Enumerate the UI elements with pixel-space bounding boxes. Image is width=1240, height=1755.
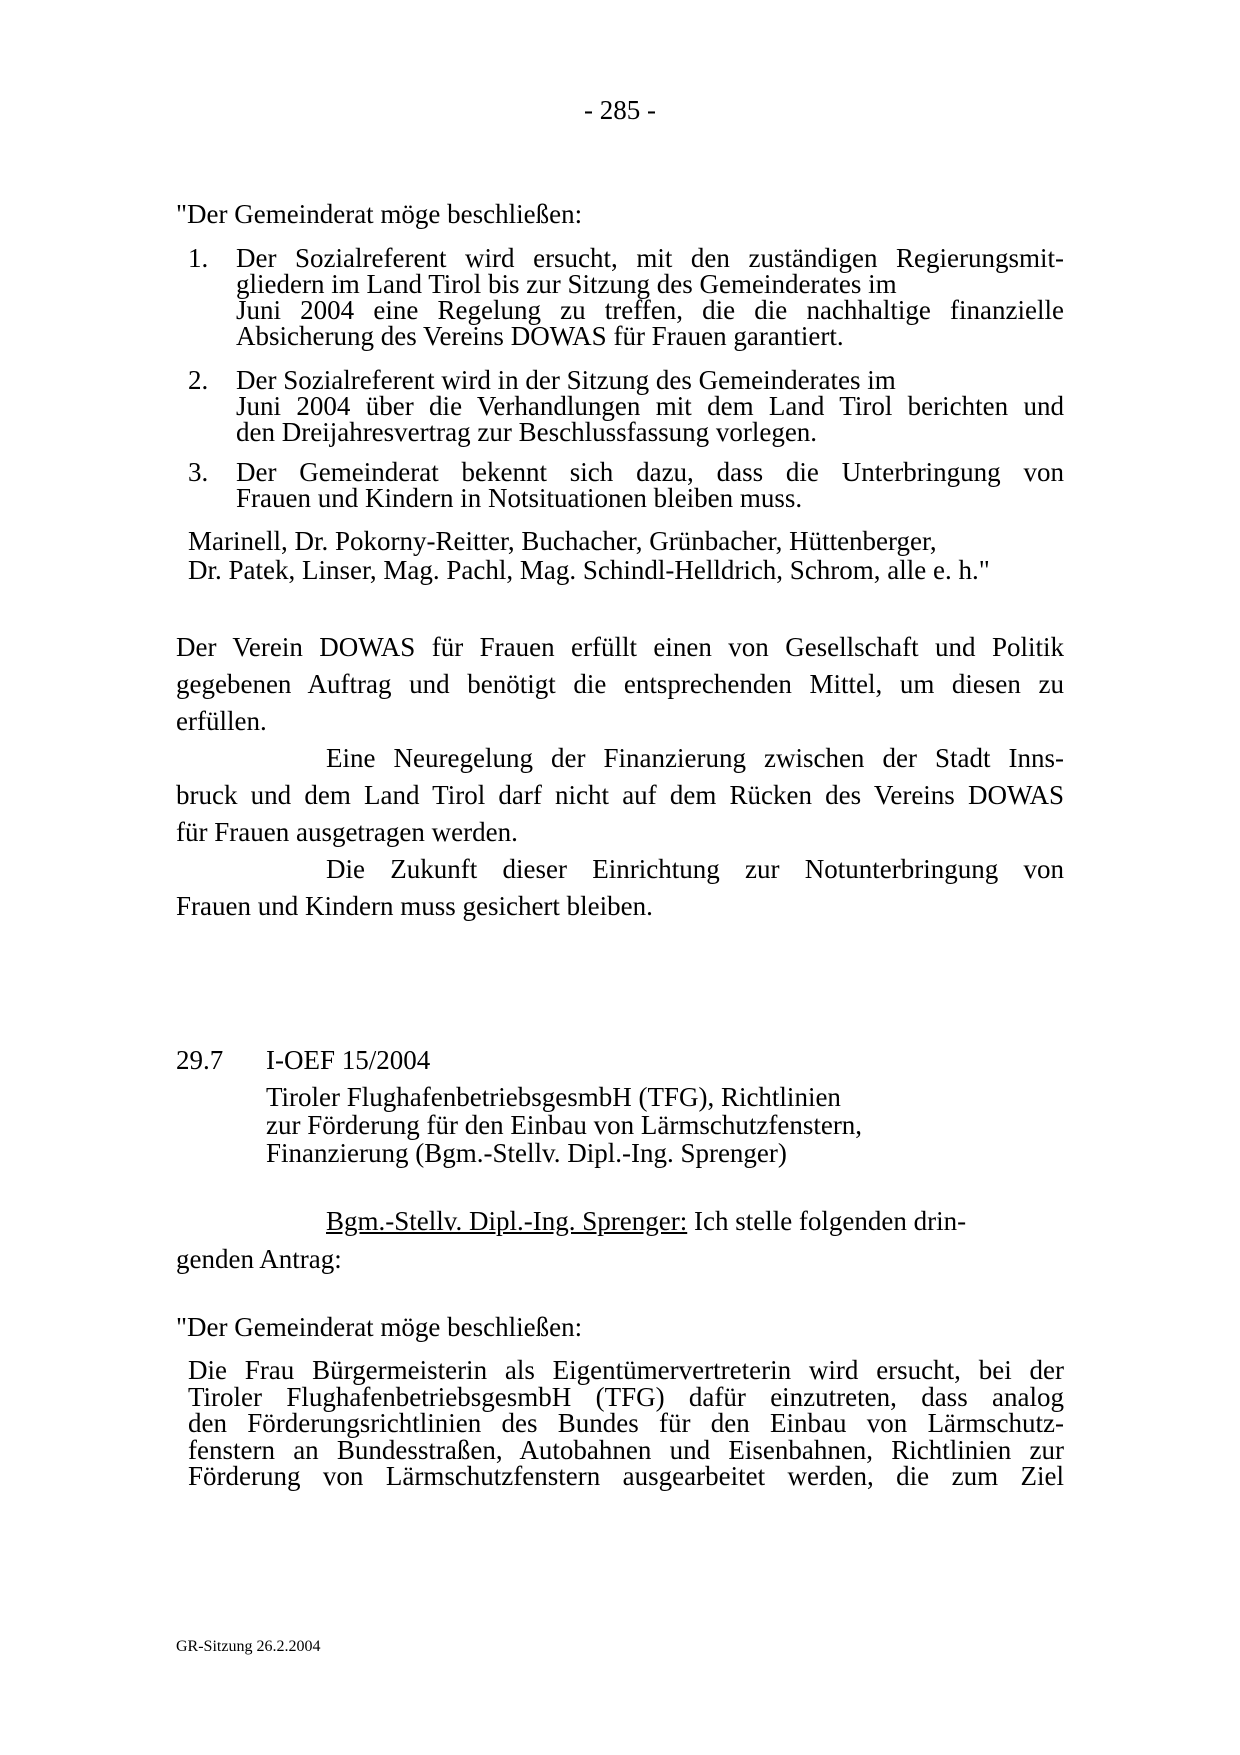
paragraph-line: Die Zukunft dieser Einrichtung zur Notunterbringung von — [326, 854, 1064, 884]
motion-intro: "Der Gemeinderat möge beschließen: — [176, 199, 583, 229]
motion-body-line: fenstern an Bundesstraßen, Autobahnen und Eisenbahnen, Richtlinien zur — [188, 1434, 1064, 1465]
item-title — [266, 1083, 1064, 1167]
item-title-line: Tiroler FlughafenbetriebsgesmbH (TFG), Richtlinien — [266, 1082, 841, 1112]
list-item-line: Der Sozialreferent wird ersucht, mit den zuständigen Regierungsmit- — [236, 243, 1064, 273]
motion-body-line: Die Frau Bürgermeisterin als Eigentümervertreterin wird ersucht, bei der — [188, 1355, 1064, 1385]
list-item-line: Juni 2004 über die Verhandlungen mit dem Land Tirol berichten und — [236, 391, 1064, 421]
motion-list-item — [176, 459, 1064, 511]
motion-body-line: Förderung von Lärmschutzfenstern ausgearbeitet werden, die zum Ziel — [188, 1461, 1064, 1491]
motion-body-line: Tiroler FlughafenbetriebsgesmbH (TFG) dafür einzutreten, dass analog — [188, 1381, 1064, 1412]
motion-body-line: den Förderungsrichtlinien des Bundes für den Einbau von Lärmschutz- — [188, 1408, 1064, 1438]
paragraph-line: bruck und dem Land Tirol darf nicht auf dem Rücken des Vereins DOWAS — [176, 780, 1064, 810]
paragraph-line: für Frauen ausgetragen werden. — [176, 817, 518, 847]
list-item-line: Frauen und Kindern in Notsituationen bleiben muss. — [236, 483, 803, 513]
speech — [176, 1202, 1064, 1278]
motion-list-item — [176, 245, 1064, 349]
paragraph-line: erfüllen. — [176, 706, 267, 736]
motion-body — [188, 1357, 1064, 1490]
item-code: I-OEF 15/2004 — [266, 1045, 431, 1075]
list-item-line: Juni 2004 eine Regelung zu treffen, die die nachhaltige finanzielle — [236, 295, 1064, 325]
paragraph-line: gegebenen Auftrag und benötigt die entsprechenden Mittel, um diesen zu — [176, 669, 1064, 699]
speech-line — [176, 1202, 1064, 1240]
list-item-line: Absicherung des Vereins DOWAS für Frauen garantiert. — [236, 321, 844, 351]
list-item-line: den Dreijahresvertrag zur Beschlussfassung vorlegen. — [236, 417, 818, 447]
list-item-number: 2. — [188, 365, 209, 395]
list-item-line: gliedern im Land Tirol bis zur Sitzung des Gemeinderates im — [236, 269, 897, 299]
list-item-number: 1. — [188, 243, 209, 273]
justification-text — [176, 629, 1064, 925]
footer: GR-Sitzung 26.2.2004 — [176, 1638, 321, 1655]
paragraph-line: Eine Neuregelung der Finanzierung zwischen der Stadt Inns- — [326, 743, 1064, 773]
signatories — [188, 527, 1064, 585]
signatories-line: Marinell, Dr. Pokorny-Reitter, Buchacher, Grünbacher, Hüttenberger, — [188, 526, 937, 556]
speaker-name: Bgm.-Stellv. Dipl.-Ing. Sprenger: — [326, 1206, 688, 1236]
list-item-line: Der Sozialreferent wird in der Sitzung des Gemeinderates im — [236, 365, 896, 395]
list-item-number: 3. — [188, 457, 209, 487]
paragraph-line: Frauen und Kindern muss gesichert bleiben. — [176, 891, 653, 921]
signatories-line: Dr. Patek, Linser, Mag. Pachl, Mag. Schindl-Helldrich, Schrom, alle e. h." — [188, 555, 990, 585]
speech-text: Ich stelle folgenden drin- — [687, 1206, 967, 1236]
paragraph-line: Der Verein DOWAS für Frauen erfüllt einen von Gesellschaft und Politik — [176, 632, 1064, 662]
item-title-line: Finanzierung (Bgm.-Stellv. Dipl.-Ing. Sprenger) — [266, 1138, 787, 1168]
motion-intro: "Der Gemeinderat möge beschließen: — [176, 1312, 583, 1342]
list-item-line: Der Gemeinderat bekennt sich dazu, dass die Unterbringung von — [236, 457, 1064, 487]
motion-list-item — [176, 367, 1064, 445]
speech-line: genden Antrag: — [176, 1244, 342, 1274]
page-number: - 285 - — [584, 95, 656, 125]
item-title-line: zur Förderung für den Einbau von Lärmschutzfenstern, — [266, 1110, 863, 1140]
item-number: 29.7 — [176, 1045, 224, 1075]
